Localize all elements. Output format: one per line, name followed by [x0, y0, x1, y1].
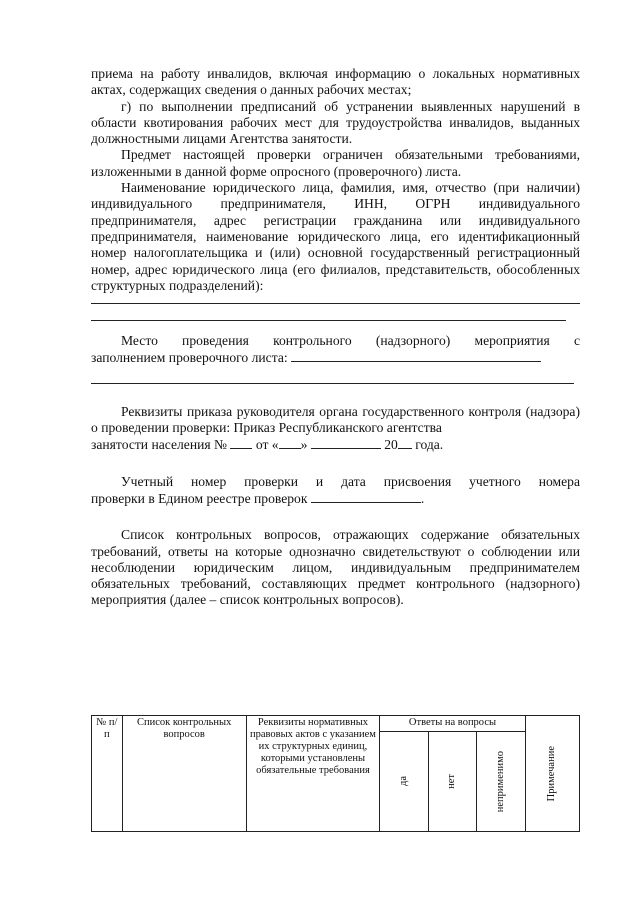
order-year-field[interactable]	[398, 436, 412, 449]
header-acts: Реквизиты нормативных правовых актов с указанием их структурных единиц, которыми установлены обязательные требования	[246, 716, 380, 832]
order-year-prefix: 20	[384, 437, 398, 453]
paragraph-item-g: г) по выполнении предписаний об устранении выявленных нарушений в области квотирования рабочих мест для трудоустройства инвалидов, выданных должностными лицами Агентства занятости.	[91, 98, 580, 147]
header-note-cell	[525, 716, 579, 832]
header-note: Примечание	[546, 745, 558, 802]
registry-field[interactable]	[311, 490, 421, 503]
header-no: нет	[446, 774, 458, 789]
paragraph-subject: Предмет настоящей проверки ограничен обязательными требованиями, изложенными в данной форме опросного (проверочного) листа.	[91, 147, 580, 179]
paragraph-entity-name: Наименование юридического лица, фамилия, имя, отчество (при наличии) индивидуального предпринимателя, ИНН, ОГРН индивидуального предпринимателя, адрес регистрации гражданина или индивидуального предпринимателя, наименование юридического лица, его идентификационный номер налогоплательщика и (или) основной государственный регистрационный номер, адрес юридического лица (его филиалов, представительств, обособленных структурных подразделений):	[91, 180, 580, 293]
order-year-suffix: года.	[415, 437, 444, 453]
registry-label: проверки в Едином реестре проверок	[91, 490, 308, 506]
paragraph-item-v-end: приема на работу инвалидов, включая информацию о локальных нормативных актах, содержащих сведения о данных рабочих местах;	[91, 66, 580, 98]
header-na: неприменимо	[494, 750, 506, 813]
place-field[interactable]	[291, 349, 541, 362]
paragraph-order-details: Реквизиты приказа руководителя органа государственного контроля (надзора) о проведении проверки: Приказ Республиканского агентства	[91, 403, 580, 436]
document-page	[91, 66, 580, 609]
header-answers: Ответы на вопросы	[380, 716, 525, 732]
header-yes-cell	[380, 732, 428, 832]
header-questions: Список контрольных вопросов	[122, 716, 246, 832]
order-month-field[interactable]	[311, 436, 381, 449]
order-date-label: от «	[255, 437, 279, 453]
paragraph-question-list: Список контрольных вопросов, отражающих содержание обязательных требований, ответы на которые однозначно свидетельствуют о соблюдении или несоблюдении юридическим лицом, индивидуальным предпринимателем обязательных требований, составляющих предмет контрольного (надзорного) мероприятия (далее – список контрольных вопросов).	[91, 527, 580, 608]
paragraph-registry-line-2	[91, 490, 580, 507]
questions-table	[91, 715, 580, 832]
header-num: № п/п	[92, 716, 123, 832]
order-number-label: занятости населения №	[91, 437, 228, 453]
paragraph-place-line-1: Место проведения контрольного (надзорного) мероприятия с	[121, 333, 580, 349]
paragraph-registry-line-1: Учетный номер проверки и дата присвоения учетного номера	[121, 473, 580, 489]
header-na-cell	[477, 732, 525, 832]
order-day-field[interactable]	[279, 436, 301, 449]
header-no-cell	[428, 732, 476, 832]
place-label: заполнением проверочного листа:	[91, 350, 288, 366]
order-number-field[interactable]	[230, 436, 252, 449]
paragraph-place-line-2	[91, 349, 580, 366]
order-quote-close: »	[300, 437, 308, 453]
registry-end: .	[420, 490, 425, 506]
paragraph-order-number	[91, 436, 580, 453]
header-yes: да	[398, 776, 410, 787]
